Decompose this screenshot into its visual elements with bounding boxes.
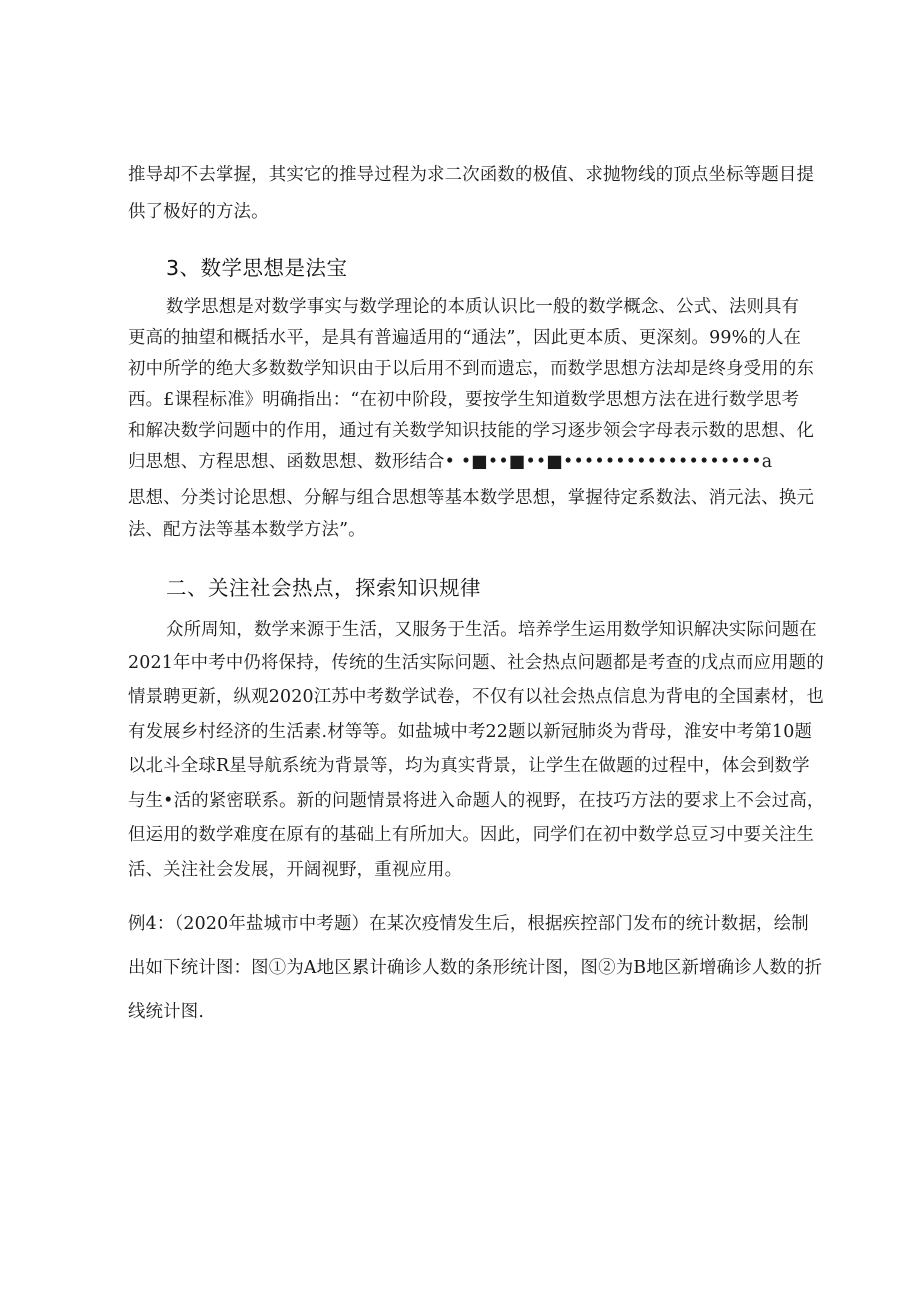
example-line: 线统计图. xyxy=(128,1002,205,1022)
paragraph-line: 推导却不去掌握，其实它的推导过程为求二次函数的极值、求抛物线的顶点坐标等题目提 xyxy=(128,165,815,185)
paragraph-line: 以北斗全球R星导航系统为背景等，均为真实背景，让学生在做题的过程中，体会到数学 xyxy=(128,756,810,776)
paragraph-line: 数学思想是对数学事实与数学理论的本质认识比一般的数学概念、公式、法则具有 xyxy=(166,297,800,317)
example-line: 出如下统计图：图①为A地区累计确诊人数的条形统计图，图②为B地区新增确诊人数的折 xyxy=(128,958,823,978)
paragraph-line: 更高的抽望和概括水平，是具有普遍适用的“通法”，因此更本质、更深刻。99%的人在 xyxy=(128,328,802,348)
paragraph-line: 法、配方法等基本数学方法”。 xyxy=(128,520,366,540)
section-heading-3: 3、数学思想是法宝 xyxy=(166,256,348,280)
paragraph-line: 有发展乡村经济的生活素.材等等。如盐城中考22题以新冠肺炎为背母，淮安中考第10题 xyxy=(128,722,813,742)
paragraph-line: 思想、分类讨论思想、分解与组合思想等基本数学思想，掌握待定系数法、消元法、换元 xyxy=(128,488,815,508)
paragraph-line: 但运用的数学难度在原有的基础上有所加大。因此，同学们在初中数学总豆习中要关注生 xyxy=(128,825,815,845)
paragraph-line: 初中所学的绝大多数数学知识由于以后用不到而遗忘，而数学思想方法却是终身受用的东 xyxy=(128,359,815,379)
paragraph-line: 情景聘更新，纵观2020江苏中考数学试卷，不仅有以社会热点信息为背电的全国素材，也 xyxy=(128,687,824,707)
paragraph-line: 供了极好的方法。 xyxy=(128,202,269,222)
paragraph-line: 2021年中考中仍将保持，传统的生活实际问题、社会热点问题都是考查的戊点而应用题的 xyxy=(128,653,824,673)
paragraph-line: 与生•活的紧密联系。新的问题情景将进入命题人的视野，在技巧方法的要求上不会过高， xyxy=(128,791,825,811)
paragraph-line: 归思想、方程思想、函数思想、数形结合• •■••■••■•••••••••••••••••••a xyxy=(128,452,773,472)
paragraph-line: 活、关注社会发展，开阔视野，重视应用。 xyxy=(128,860,463,880)
example-line: 例4：（2020年盐城市中考题）在某次疫情发生后，根据疾控部门发布的统计数据，绘制 xyxy=(128,914,809,934)
section-heading-2: 二、关注社会热点，探索知识规律 xyxy=(166,576,481,600)
paragraph-line: 西。£课程标准》明确指出：“在初中阶段，要按学生知道数学思想方法在进行数学思考 xyxy=(128,390,800,410)
paragraph-line: 和解决数学问题中的作用，通过有关数学知识技能的学习逐步领会字母表示数的思想、化 xyxy=(128,421,815,441)
paragraph-line: 众所周知，数学来源于生活，又服务于生活。培养学生运用数学知识解决实际问题在 xyxy=(166,620,817,640)
